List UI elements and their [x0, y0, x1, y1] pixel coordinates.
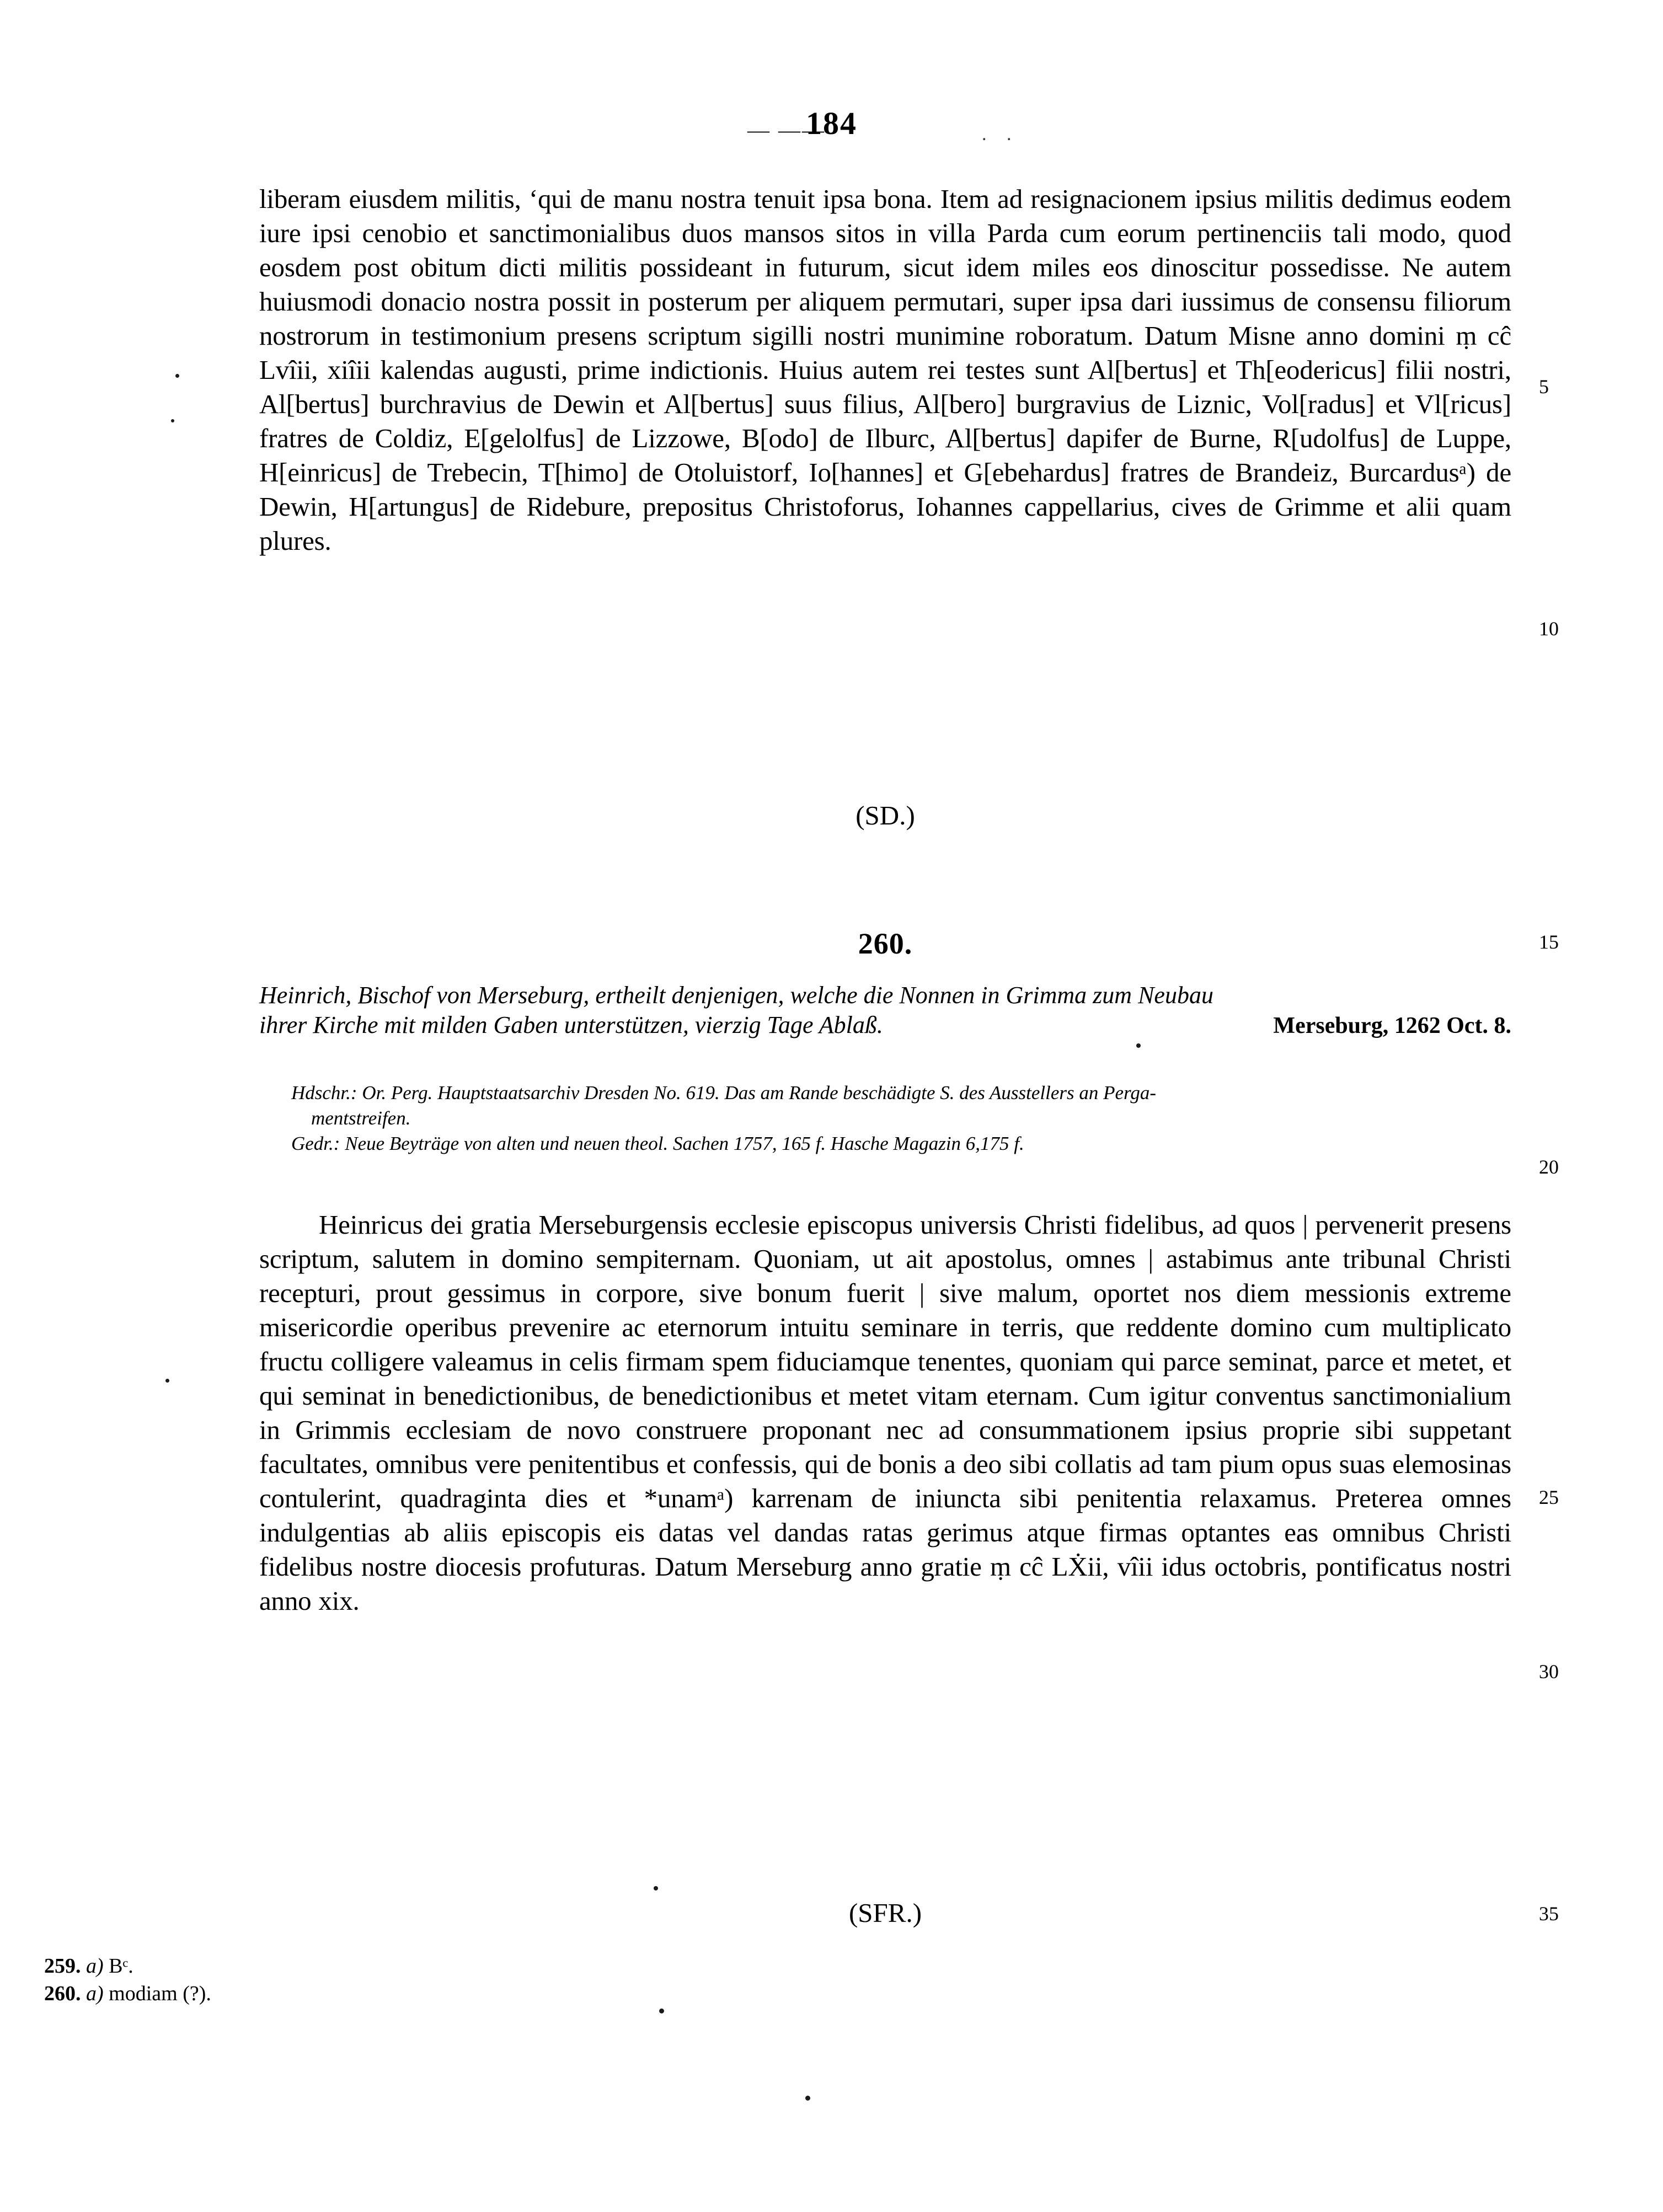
- margin-line-number: 25: [1539, 1486, 1559, 1508]
- regest-line-2: ihrer Kirche mit milden Gaben unterstützen, vierzig Tage Ablaß.: [259, 1011, 883, 1038]
- footnote-number: 259.: [44, 1954, 81, 1978]
- document-260-seal-note: (SFR.): [848, 1898, 922, 1928]
- footnote-text: modiam (?).: [109, 1982, 211, 2005]
- source-manuscript-continued: mentstreifen.: [311, 1107, 411, 1129]
- footnote-block: [44, 1952, 211, 2007]
- source-manuscript: [291, 1081, 1510, 1105]
- scan-speck: [1136, 1043, 1141, 1048]
- footnote-mark: a): [86, 1982, 104, 2005]
- document-260-dateline: Merseburg, 1262 Oct. 8.: [1273, 1013, 1511, 1038]
- scan-speck: [165, 1379, 169, 1383]
- regest-line-2-row: [259, 1010, 1511, 1041]
- scan-speck: [659, 2009, 664, 2013]
- margin-line-number: 10: [1539, 618, 1559, 640]
- scan-speck: [805, 2096, 810, 2101]
- footnote-item: [44, 1952, 211, 1980]
- margin-line-number: 35: [1539, 1903, 1559, 1925]
- scan-speck: [171, 419, 174, 422]
- margin-line-number: 5: [1539, 376, 1549, 398]
- head-rule-right: . .: [982, 124, 1019, 144]
- margin-line-number: 15: [1539, 931, 1559, 953]
- scan-speck: [175, 374, 179, 378]
- source-printed-label: Gedr.:: [291, 1133, 340, 1154]
- margin-line-number: 20: [1539, 1156, 1559, 1178]
- margin-line-number: 30: [1539, 1661, 1559, 1683]
- footnote-mark: a): [86, 1954, 104, 1978]
- document-260-number: 260.: [858, 927, 913, 960]
- document-260-sources: [291, 1081, 1510, 1157]
- head-rule-left: — ——: [747, 117, 826, 142]
- footnote-item: [44, 1980, 211, 2007]
- footnote-text: Bᶜ.: [109, 1954, 133, 1978]
- page-number: 184: [806, 105, 857, 141]
- scan-speck: [654, 1886, 658, 1890]
- source-printed: [291, 1132, 1510, 1156]
- document-260-regest: [259, 981, 1511, 1041]
- footnote-number: 260.: [44, 1982, 81, 2005]
- document-259: [259, 182, 1511, 558]
- source-manuscript-label: Hdschr.:: [291, 1082, 357, 1104]
- document-260: [259, 1208, 1511, 1618]
- document-259-body: liberam eiusdem militis, ‘qui de manu nostra tenuit ipsa bona. Item ad resignacionem ipsius militis dedimus eodem iure ipsi cenobio et sanctimonialibus duos mansos sitos in villa Parda cum eorum pertinenciis tali modo, quod eosdem post obitum dicti militis possideant in futurum, sicut idem miles eos dinoscitur possedisse. Ne autem huiusmodi donacio nostra possit in posterum per aliquem permutari, super ipsa dari iussimus de consensu filiorum nostrorum in testimonium presens scriptum sigilli nostri munimine roboratum. Datum Misne anno domini ṃ cĉ Lvîii, xiîii kalendas augusti, prime indictionis. Huius autem rei testes sunt Al[bertus] et Th[eodericus] filii nostri, Al[bertus] burchravius de Dewin et Al[bertus] suus filius, Al[bero] burgravius de Liznic, Vol[radus] et Vl[ricus] fratres de Coldiz, E[gelolfus] de Lizzowe, B[odo] de Ilburc, Al[bertus] dapifer de Burne, R[udolfus] de Luppe, H[einricus] de Trebecin, T[himo] de Otoluistorf, Io[hannes] et G[ebehardus] fratres de Brandeiz, Burcardusᵃ) de Dewin, H[artungus] de Ridebure, prepositus Christoforus, Iohannes cappellarius, cives de Grimme et alii quam plures.: [259, 184, 1511, 556]
- document-260-body: Heinricus dei gratia Merseburgensis ecclesie episcopus universis Christi fidelibus, ad quos | pervenerit presens scriptum, salutem in domino sempiternam. Quoniam, ut ait apostolus, omnes | astabimus ante tribunal Christi recepturi, prout gessimus in corpore, sive bonum fuerit | sive malum, oportet nos diem messionis extreme misericordie operibus prevenire ac eternorum intuitu seminare in terris, que reddente domino cum multiplicato fructu colligere valeamus in celis firmam spem fiduciamque tenentes, quoniam qui parce seminat, parce et metet, et qui seminat in benedictionibus, de benedictionibus et metet vitam eternam. Cum igitur conventus sanctimonialium in Grimmis ecclesiam de novo construere proponant nec ad consummationem ipsius proprie sibi suppetant facultates, omnibus vere penitentibus et confessis, qui de bonis a deo sibi collatis ad tam pium opus suas elemosinas contulerint, quadraginta dies et *unamᵃ) karrenam de iniuncta sibi penitentia relaxamus. Preterea omnes indulgentias ab aliis episcopis eis datas vel dandas ratas gerimus atque firmas optantes eas omnibus Christi fidelibus nostre diocesis profuturas. Datum Merseburg anno gratie ṃ cĉ LẊii, vîii idus octobris, pontificatus nostri anno xix.: [259, 1209, 1511, 1616]
- regest-line-1: Heinrich, Bischof von Merseburg, ertheilt denjenigen, welche die Nonnen in Grimma zum Neubau: [259, 982, 1213, 1009]
- document-259-seal-note: (SD.): [855, 800, 915, 831]
- source-printed-text: Neue Beyträge von alten und neuen theol. Sachen 1757, 165 f. Hasche Magazin 6,175 f.: [345, 1133, 1024, 1154]
- source-manuscript-text: Or. Perg. Hauptstaatsarchiv Dresden No. 619. Das am Rande beschädigte S. des Ausstellers an Perga-: [362, 1082, 1157, 1104]
